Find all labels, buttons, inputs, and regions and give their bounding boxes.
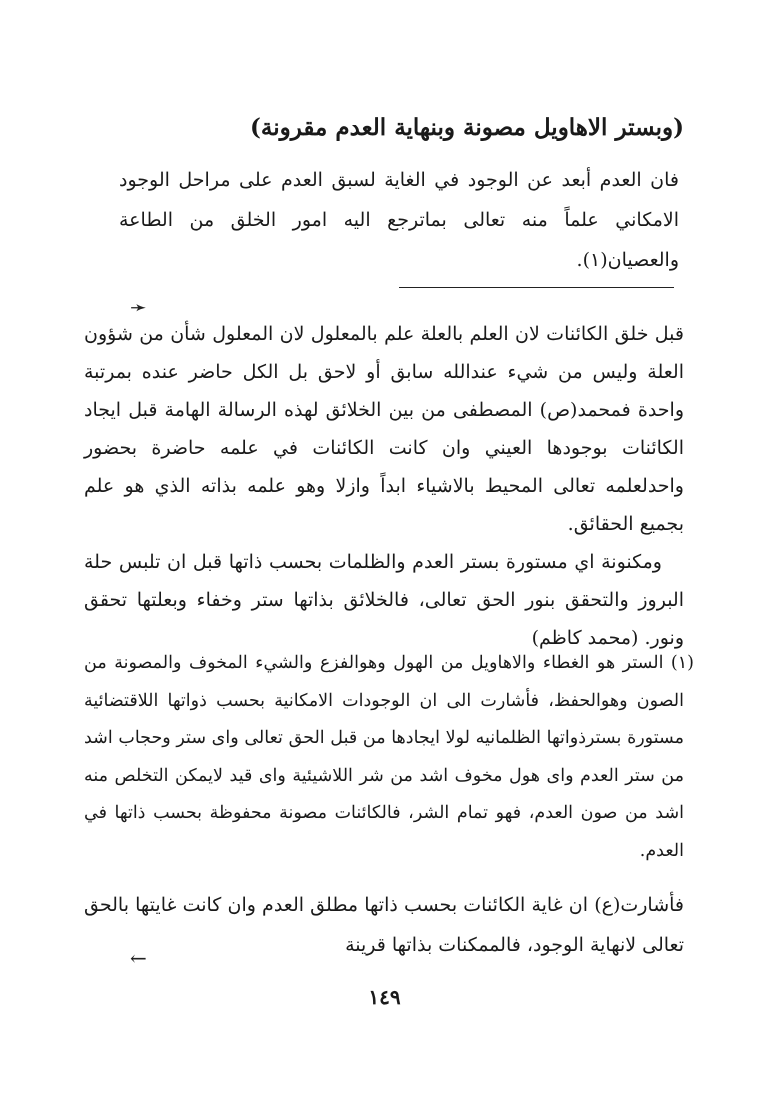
closing-paragraph (84, 885, 684, 965)
section-title: (وبستر الاهاويل مصونة وبنهاية العدم مقرونة) (250, 114, 684, 141)
body-paragraph: قبل خلق الكائنات لان العلم بالعلة علم بالمعلول لان المعلول شأن من شؤون العلة وليس من شيء عندالله سابق أو لاحق بل الكل حاضر عنده بمرتبة واحدة فمحمد(ص) المصطفى من بين الخلائق لهذه الرسالة الهامة قبل ايجاد الكائنات بوجودها العيني وان كانت الكائنات في علمه حاضرة بحضور واحدلعلمه تعالى المحيط بالاشياء ابداً وازلا وهو علمه بذاته الذي هو علم بجميع الحقائق. (84, 323, 684, 535)
quoted-passage (119, 160, 679, 280)
footnote (84, 645, 694, 870)
next-page-arrow-icon: ← (130, 946, 147, 970)
body-paragraph: ومكنونة اي مستورة بستر العدم والظلمات بحسب ذاتها قبل ان تلبس حلة البروز والتحقق بنور الحق تعالى، فالخلائق بذاتها ستر وخفاء وبعلتها تحقق ونور. (محمد كاظم) (84, 551, 684, 649)
quoted-text: فان العدم أبعد عن الوجود في الغاية لسبق العدم على مراحل الوجود الامكاني علماً منه تعالى بماترجع اليه امور الخلق من الطاعة والعصيان(١). (119, 169, 679, 271)
separator-line (399, 287, 674, 288)
page-number: ١٤٩ (368, 985, 401, 1009)
footnote-paragraph: (١) الستر هو الغطاء والاهاويل من الهول وهوالفزع والشيء المخوف والمصونة من الصون وهوالحفظ، فأشارت الى ان الوجودات الامكانية بحسب ذواتها اللاقتضائية مستورة بسترذواتها الظلمانيه لولا ايجادها من قبل الحق تعالى واى ستر وحجاب اشد من ستر العدم واى هول مخوف اشد من شر اللاشيئية واى قيد لايمكن التخلص منه اشد من صون العدم، فهو تمام الشر، فالكائنات مصونة محفوظة بحسب ذاتها في العدم. (84, 653, 694, 861)
continuation-arrow-icon: ➛ (130, 295, 147, 319)
main-body (84, 315, 684, 657)
closing-text: فأشارت(ع) ان غاية الكائنات بحسب ذاتها مطلق العدم وان كانت غايتها بالحق تعالى لانهاية الوجود، فالممكنات بذاتها قرينة (84, 894, 684, 956)
